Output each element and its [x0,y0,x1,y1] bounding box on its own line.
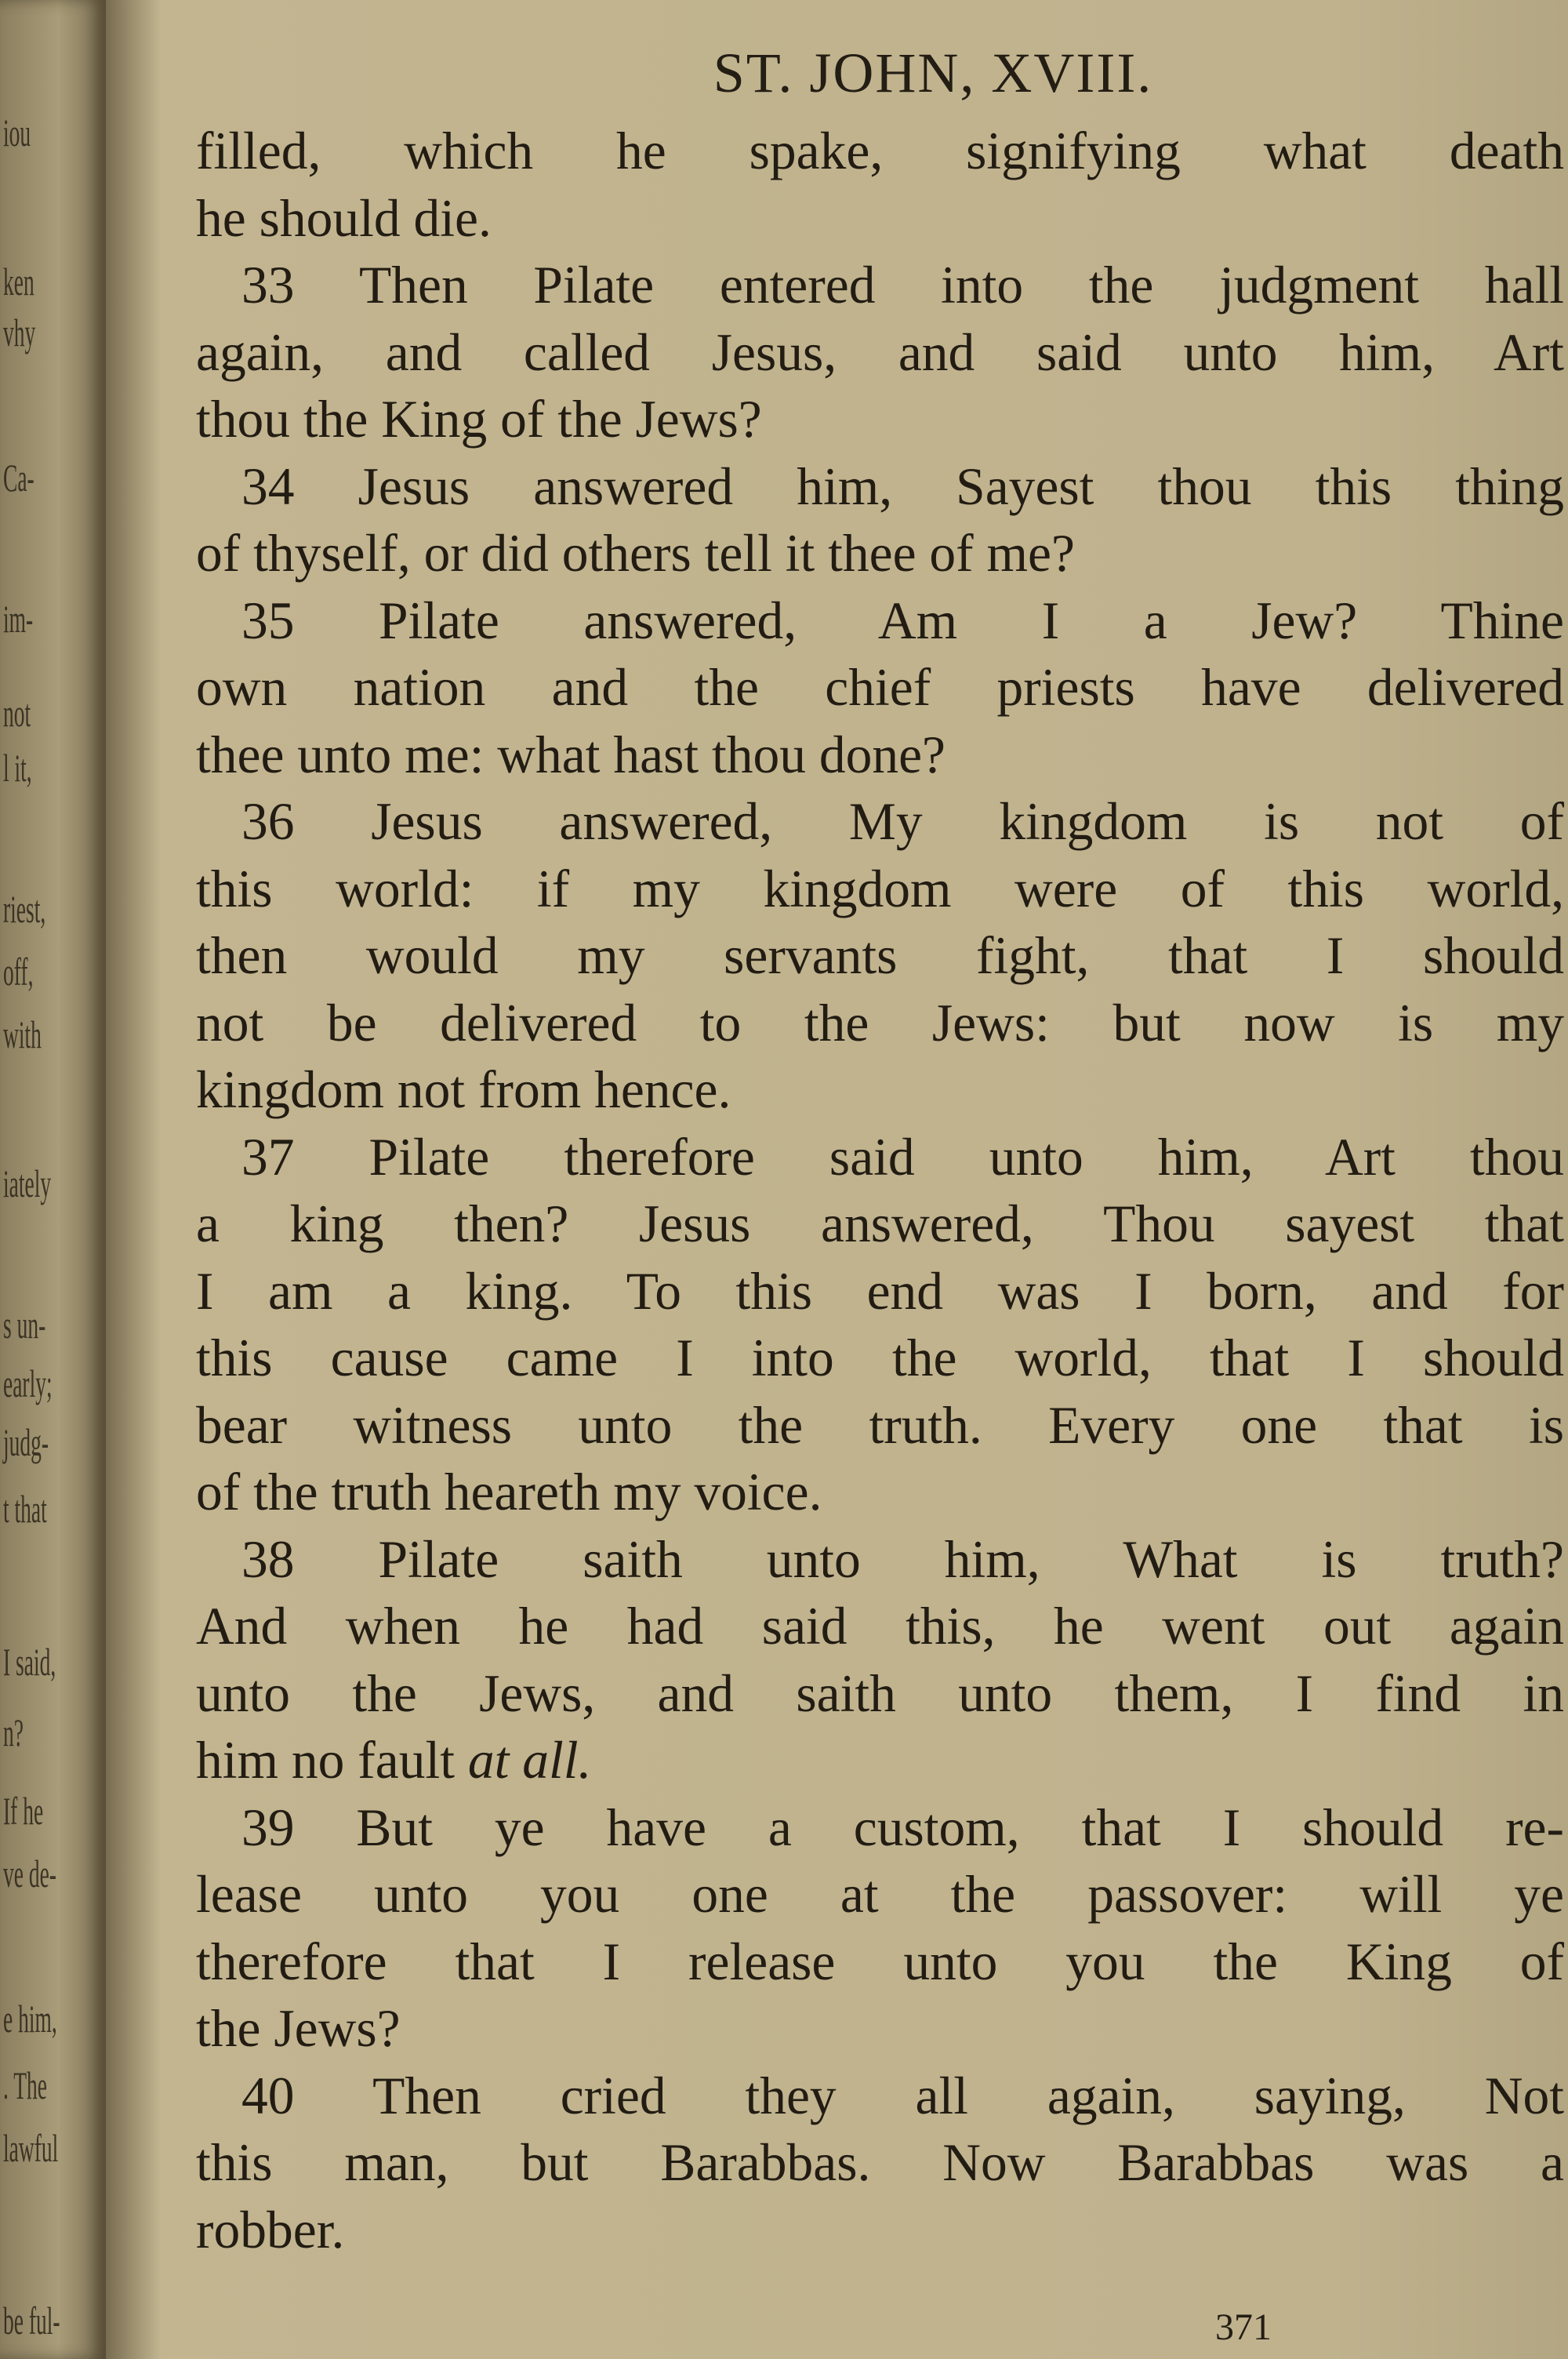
text-line [196,788,1564,856]
text-line-content: 34 Jesus answered him, Sayest thou this thing [241,456,1564,516]
text-line [196,2129,1564,2197]
text-line-content: 40 Then cried they all again, saying, Not [241,2066,1564,2125]
text-line-content: this man, but Barabbas. Now Barabbas was a [196,2133,1564,2192]
text-line [196,1124,1564,1191]
facing-page-fragment: s un- [3,1303,46,1347]
text-line [196,252,1564,319]
text-line [196,1526,1564,1594]
text-line-content: again, and called Jesus, and said unto him, Art [196,322,1564,382]
facing-page-fragment: l it, [3,746,32,790]
facing-page-fragment: n? [3,1710,24,1754]
facing-page-fragment: lawful [3,2126,59,2170]
facing-page-fragment: be ful- [3,2299,60,2343]
text-line-content: of thyself, or did others tell it thee of me? [196,524,1075,583]
text-line [196,185,1564,253]
facing-page-fragment: off, [3,950,34,994]
facing-page-fragment: If he [3,1789,44,1833]
facing-page-fragment: e him, [3,1997,57,2041]
text-line [196,386,1564,453]
text-line-content: kingdom not from hence. [196,1060,731,1119]
text-line-content: unto the Jews, and saith unto them, I find in [196,1663,1564,1723]
text-line-content: the Jews? [196,1999,401,2058]
text-line-content: bear witness unto the truth. Every one that is [196,1395,1564,1455]
facing-page-fragment: early; [3,1361,53,1405]
text-line-content: 33 Then Pilate entered into the judgment hall [241,256,1564,314]
text-line-content: own nation and the chief priests have delivered [196,658,1564,717]
text-line-content: him no fault [196,1731,468,1790]
facing-page-fragment: judg- [3,1420,49,1464]
facing-page-fragment: t that [3,1487,47,1531]
text-line-content: he should die. [196,188,492,248]
facing-page-fragment: Ca- [3,456,34,500]
facing-page-fragment: I said, [3,1640,56,1684]
text-line-content: robber. [196,2200,345,2259]
text-line [196,453,1564,521]
text-line-content: filled, which he spake, signifying what death [196,122,1564,180]
italic-text: at all. [467,1731,592,1790]
text-line [196,1727,1564,1794]
text-line-content: And when he had said this, he went out again [196,1597,1564,1656]
facing-page-fragment: . The [3,2063,48,2107]
text-line [196,1660,1564,1728]
page-number: 371 [1215,2306,1272,2348]
text-line [196,1861,1564,1928]
text-line-content: then would my servants fight, that I should [196,926,1564,985]
text-line-content: thou the King of the Jews? [196,390,762,449]
text-line [196,1190,1564,1258]
text-line-content: this cause came I into the world, that I should [196,1329,1564,1387]
text-line-content: I am a king. To this end was I born, and for [196,1261,1564,1321]
text-line-content: 39 But ye have a custom, that I should re- [241,1797,1564,1857]
text-line [196,2197,1564,2264]
text-line [196,118,1564,185]
text-line-content: 37 Pilate therefore said unto him, Art thou [241,1127,1564,1187]
body-text [196,118,1564,2263]
text-line-content: 35 Pilate answered, Am I a Jew? Thine [241,591,1564,650]
facing-page-edge [0,0,106,2359]
facing-page-fragment: iou [3,111,31,154]
text-line-content: not be delivered to the Jews: but now is my [196,993,1564,1052]
facing-page-fragment: not [3,691,31,735]
facing-page-fragment: with [3,1012,42,1056]
text-line [196,1258,1564,1325]
text-line [196,1995,1564,2063]
facing-page-fragment: iately [3,1161,52,1205]
text-line-content: a king then? Jesus answered, Thou sayest that [196,1194,1564,1253]
text-line [196,1593,1564,1660]
text-line-content: of the truth heareth my voice. [196,1463,822,1521]
text-line [196,654,1564,722]
facing-page-fragment: ken [3,260,34,304]
text-line [196,2063,1564,2130]
text-line [196,1794,1564,1862]
text-line-content: thee unto me: what hast thou done? [196,725,946,784]
text-line [196,1325,1564,1392]
text-line-content: lease unto you one at the passover: will ye [196,1865,1564,1924]
text-line [196,922,1564,990]
text-line [196,1459,1564,1526]
text-line-content: 36 Jesus answered, My kingdom is not of [241,792,1564,851]
running-head: ST. JOHN, XVIII. [713,42,1153,104]
text-line [196,319,1564,387]
text-line-content: therefore that I release unto you the King of [196,1932,1564,1991]
text-line [196,990,1564,1057]
text-line [196,587,1564,655]
text-line [196,856,1564,923]
text-line-content: this world: if my kingdom were of this world, [196,859,1564,918]
book-page [118,0,1568,2359]
text-line-content: 38 Pilate saith unto him, What is truth? [241,1529,1564,1589]
facing-page-fragment: vhy [3,311,36,354]
text-line [196,1392,1564,1459]
facing-page-fragment: riest, [3,887,46,931]
facing-page-fragment: im- [3,597,34,641]
text-line [196,520,1564,587]
text-line [196,1056,1564,1124]
facing-page-fragment: ve de- [3,1852,56,1896]
text-line [196,722,1564,789]
text-line [196,1928,1564,1996]
